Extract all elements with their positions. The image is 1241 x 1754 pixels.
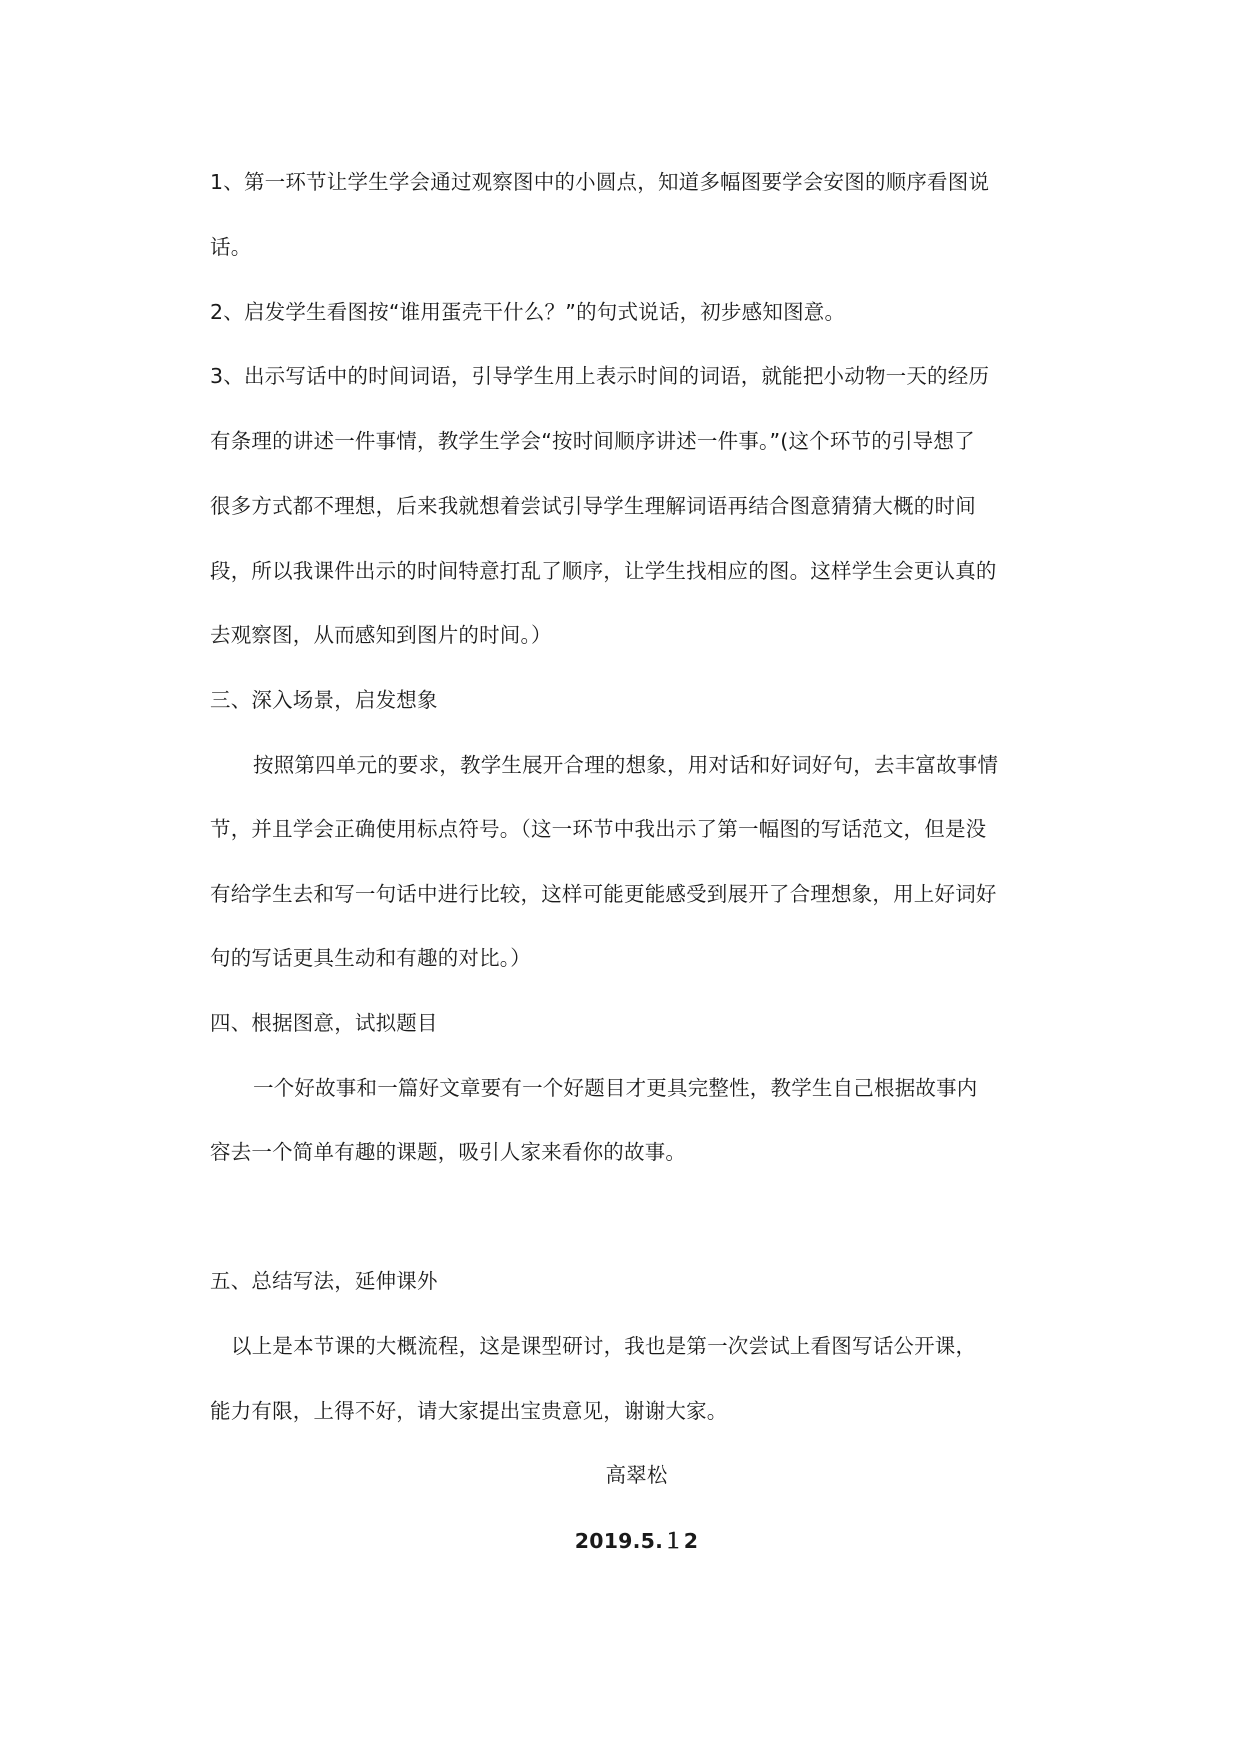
paragraph-line: 很多方式都不理想，后来我就想着尝试引导学生理解词语再结合图意猜猜大概的时间	[210, 494, 976, 518]
paragraph-line: 以上是本节课的大概流程，这是课型研讨，我也是第一次尝试上看图写话公开课，	[231, 1334, 977, 1358]
paragraph-line: 1、第一环节让学生学会通过观察图中的小圆点，知道多幅图要学会安图的顺序看图说	[210, 170, 990, 194]
paragraph-line: 有给学生去和写一句话中进行比较，这样可能更能感受到展开了合理想象，用上好词好	[210, 882, 997, 906]
paragraph-line: 一个好故事和一篇好文章要有一个好题目才更具完整性，教学生自己根据故事内	[253, 1076, 978, 1100]
paragraph-line: 容去一个简单有趣的课题，吸引人家来看你的故事。	[210, 1140, 687, 1164]
paragraph-line: 按照第四单元的要求，教学生展开合理的想象，用对话和好词好句，去丰富故事情	[253, 753, 999, 777]
paragraph-line: 节，并且学会正确使用标点符号。（这一环节中我出示了第一幅图的写话范文，但是没	[210, 817, 987, 841]
paragraph-line: 3、出示写话中的时间词语，引导学生用上表示时间的词语，就能把小动物一天的经历	[210, 364, 990, 388]
paragraph-line: 有条理的讲述一件事情，教学生学会“按时间顺序讲述一件事。”(这个环节的引导想了	[210, 429, 975, 453]
paragraph-line: 句的写话更具生动和有趣的对比。）	[210, 946, 531, 970]
paragraph-line: 去观察图，从而感知到图片的时间。）	[210, 623, 552, 647]
paragraph-line: 话。	[210, 235, 252, 259]
section-heading: 四、根据图意，试拟题目	[210, 1011, 438, 1035]
paragraph-line: 段，所以我课件出示的时间特意打乱了顺序，让学生找相应的图。这样学生会更认真的	[210, 559, 997, 583]
section-heading: 三、深入场景，启发想象	[210, 688, 438, 712]
section-heading: 五、总结写法，延伸课外	[210, 1269, 438, 1293]
author-signature: 高翠松	[605, 1463, 668, 1487]
paragraph-line: 能力有限，上得不好，请大家提出宝贵意见，谢谢大家。	[210, 1399, 728, 1423]
document-date: 2019.5.１2	[574, 1529, 699, 1553]
paragraph-line: 2、启发学生看图按“谁用蛋壳干什么？”的句式说话，初步感知图意。	[210, 300, 846, 324]
